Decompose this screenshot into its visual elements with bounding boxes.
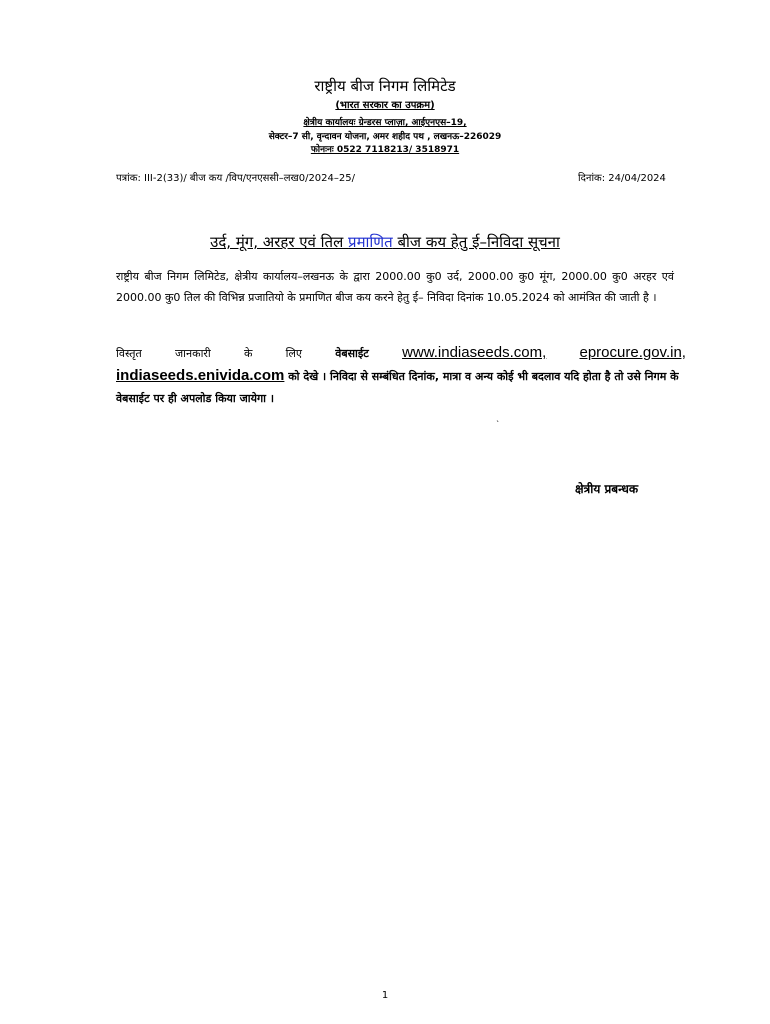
- subject-highlight: प्रमाणित: [348, 233, 393, 251]
- word-jankari: जानकारी: [175, 347, 211, 360]
- org-name: राष्ट्रीय बीज निगम लिमिटेड: [314, 77, 456, 95]
- subject-part-1: उर्द, मूंग, अरहर एवं तिल: [210, 233, 349, 251]
- info-rest-text: को देखे । निविदा से सम्बंधित दिनांक, मात्रा व अन्य कोई भी बदलाव यदि होता है तो उसे निगम के वेबसाईट पर ही अपलोड किया जायेगा ।: [116, 370, 679, 405]
- word-website: वेबसाईट: [335, 347, 369, 360]
- subject-heading: [0, 232, 770, 252]
- word-vistrit: विस्तृत: [116, 347, 142, 360]
- word-ke: के: [243, 347, 253, 360]
- info-continuation: [116, 365, 686, 410]
- org-subtitle: (भारत सरकार का उपक्रम): [335, 100, 435, 111]
- subject-part-2: बीज कय हेतु ई–निविदा सूचना: [392, 233, 560, 251]
- signatory-title: क्षेत्रीय प्रबन्धक: [575, 482, 639, 496]
- word-liye: लिए: [285, 347, 303, 360]
- address-line-1: क्षेत्रीय कार्यालयः ग्रेन्डरस प्लाज़ा, आईएनएस–19,: [303, 118, 467, 128]
- stray-mark: ˋ: [496, 420, 500, 429]
- page-number: 1: [381, 990, 389, 1001]
- website-link-enivida[interactable]: indiaseeds.enivida.com: [116, 367, 285, 384]
- notice-paragraph: राष्ट्रीय बीज निगम लिमिटेड, क्षेत्रीय कार्यालय–लखनऊ के द्वारा 2000.00 कु0 उर्द, 2000.00 कु0 मूंग, 2000.00 कु0 अरहर एवं 2000.00 कु0 तिल की विभिन्न प्रजातियो के प्रमाणित बीज कय करने हेतु ई– निविदा दिनांक 10.05.2024 को आमंत्रित की जाती है ।: [116, 270, 674, 304]
- website-link-indiaseeds[interactable]: www.indiaseeds.com,: [402, 344, 547, 361]
- phone-numbers: फोनःनः 0522 7118213/ 3518971: [310, 145, 460, 155]
- document-date: दिनांक: 24/04/2024: [578, 173, 666, 184]
- info-paragraph: [116, 342, 686, 410]
- website-link-eprocure[interactable]: eprocure.gov.in,: [579, 344, 686, 361]
- info-first-line: [116, 342, 686, 365]
- address-line-2: सेक्टर–7 सी, वृन्दावन योजना, अमर शहीद पथ , लखनऊ–226029: [268, 132, 502, 142]
- reference-number: पत्रांक: III-2(33)/ बीज कय /विप/एनएससी–लख0/2024–25/: [116, 173, 355, 184]
